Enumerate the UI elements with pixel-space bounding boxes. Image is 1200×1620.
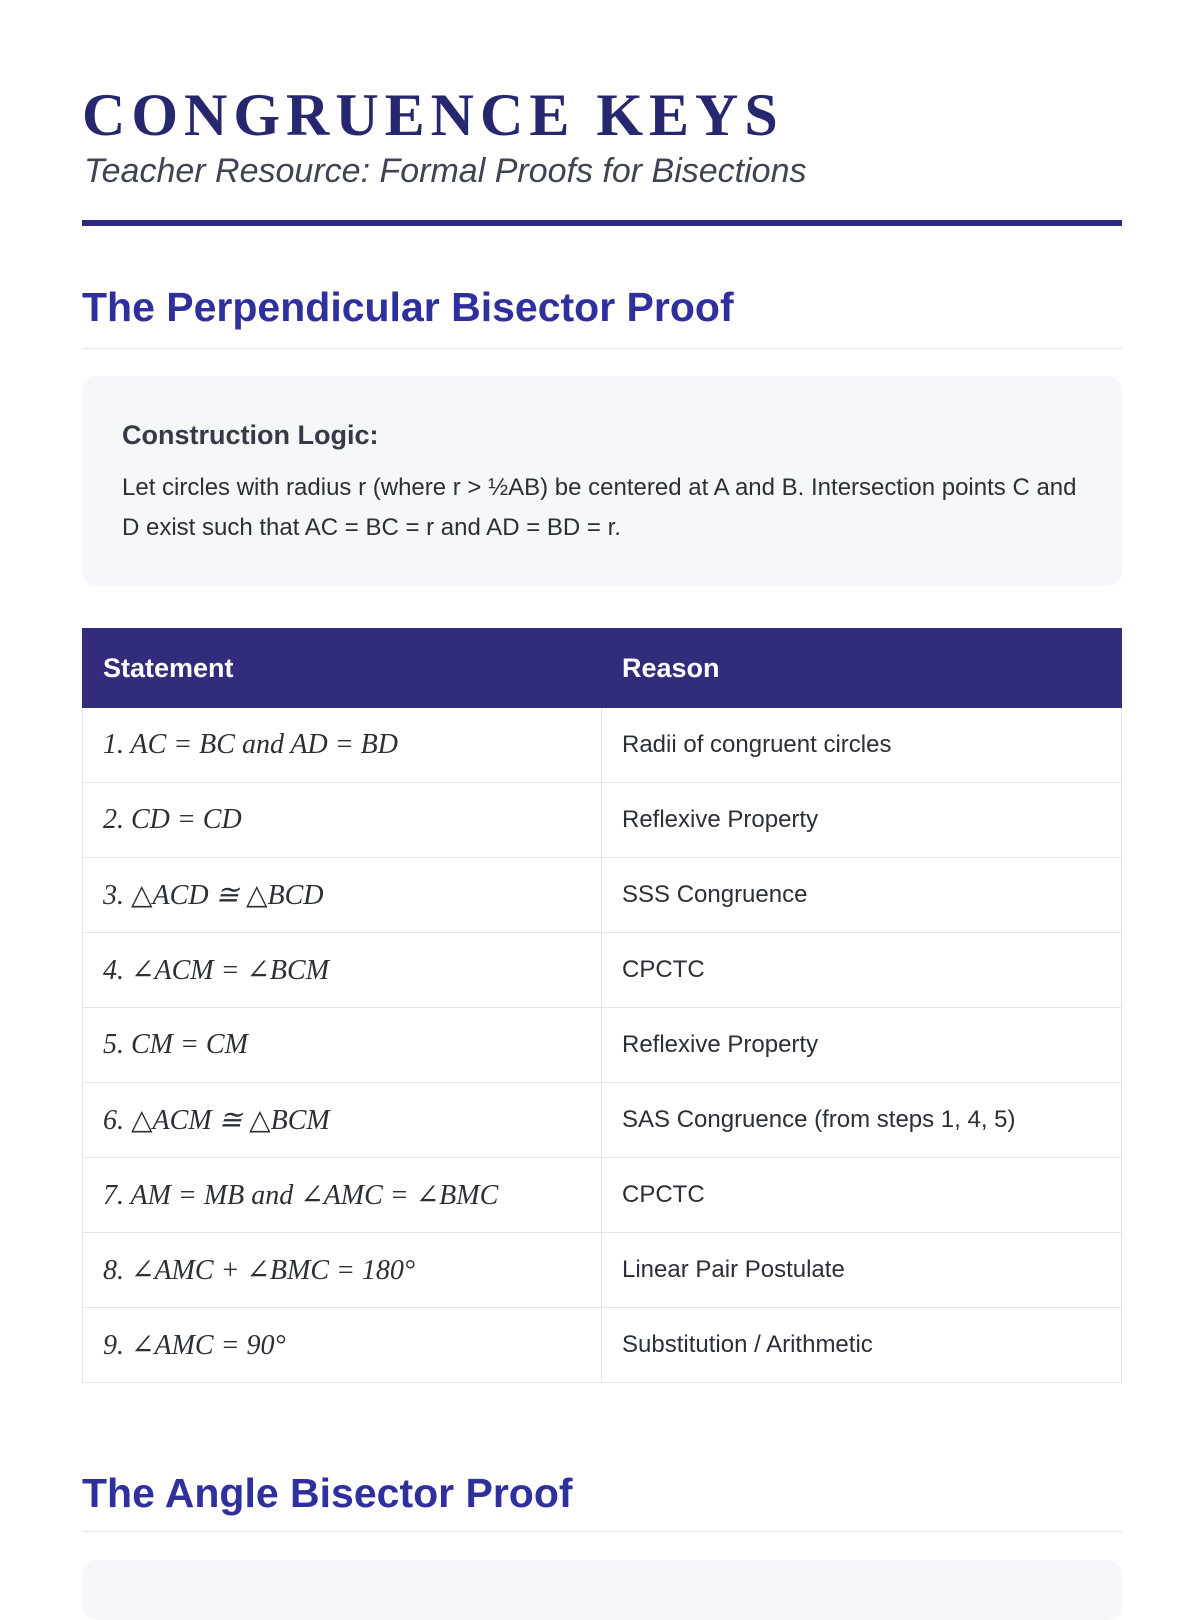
reason-cell: Substitution / Arithmetic bbox=[602, 1308, 1122, 1383]
section-heading-perpendicular: The Perpendicular Bisector Proof bbox=[82, 284, 734, 330]
statement-cell: 2. CD = CD bbox=[83, 783, 602, 858]
table-row bbox=[83, 933, 1122, 1008]
page-title: CONGRUENCE KEYS bbox=[82, 82, 784, 148]
column-header-reason: Reason bbox=[602, 629, 1122, 708]
table-row bbox=[83, 1233, 1122, 1308]
reason-cell: SAS Congruence (from steps 1, 4, 5) bbox=[602, 1083, 1122, 1158]
section-divider bbox=[82, 348, 1122, 349]
reason-cell: SSS Congruence bbox=[602, 858, 1122, 933]
table-row bbox=[83, 708, 1122, 783]
table-row bbox=[83, 783, 1122, 858]
statement-cell: 8. ∠AMC + ∠BMC = 180° bbox=[83, 1233, 602, 1308]
statement-cell: 4. ∠ACM = ∠BCM bbox=[83, 933, 602, 1008]
table-row bbox=[83, 1008, 1122, 1083]
section-heading-angle: The Angle Bisector Proof bbox=[82, 1470, 573, 1516]
statement-cell: 3. △ACD ≅ △BCD bbox=[83, 858, 602, 933]
statement-cell: 6. △ACM ≅ △BCM bbox=[83, 1083, 602, 1158]
statement-cell: 7. AM = MB and ∠AMC = ∠BMC bbox=[83, 1158, 602, 1233]
reason-cell: CPCTC bbox=[602, 933, 1122, 1008]
section-divider bbox=[82, 1531, 1122, 1532]
page-subtitle: Teacher Resource: Formal Proofs for Bisections bbox=[84, 152, 807, 190]
table-header-row bbox=[83, 629, 1122, 708]
table-row bbox=[83, 1083, 1122, 1158]
table-row bbox=[83, 1158, 1122, 1233]
table-row bbox=[83, 1308, 1122, 1383]
statement-cell: 1. AC = BC and AD = BD bbox=[83, 708, 602, 783]
table-row bbox=[83, 858, 1122, 933]
reason-cell: CPCTC bbox=[602, 1158, 1122, 1233]
proof-table bbox=[82, 628, 1122, 1383]
angle-bisector-callout bbox=[82, 1560, 1122, 1620]
reason-cell: Reflexive Property bbox=[602, 1008, 1122, 1083]
statement-cell: 9. ∠AMC = 90° bbox=[83, 1308, 602, 1383]
reason-cell: Radii of congruent circles bbox=[602, 708, 1122, 783]
title-divider bbox=[82, 220, 1122, 226]
column-header-statement: Statement bbox=[83, 629, 602, 708]
construction-logic-callout bbox=[82, 376, 1122, 586]
reason-cell: Linear Pair Postulate bbox=[602, 1233, 1122, 1308]
callout-title: Construction Logic: bbox=[122, 420, 379, 450]
callout-text: Let circles with radius r (where r > ½AB) be centered at A and B. Intersection points C and D exist such that AC = BC = r and AD = BD = r. bbox=[122, 474, 1077, 541]
reason-cell: Reflexive Property bbox=[602, 783, 1122, 858]
statement-cell: 5. CM = CM bbox=[83, 1008, 602, 1083]
